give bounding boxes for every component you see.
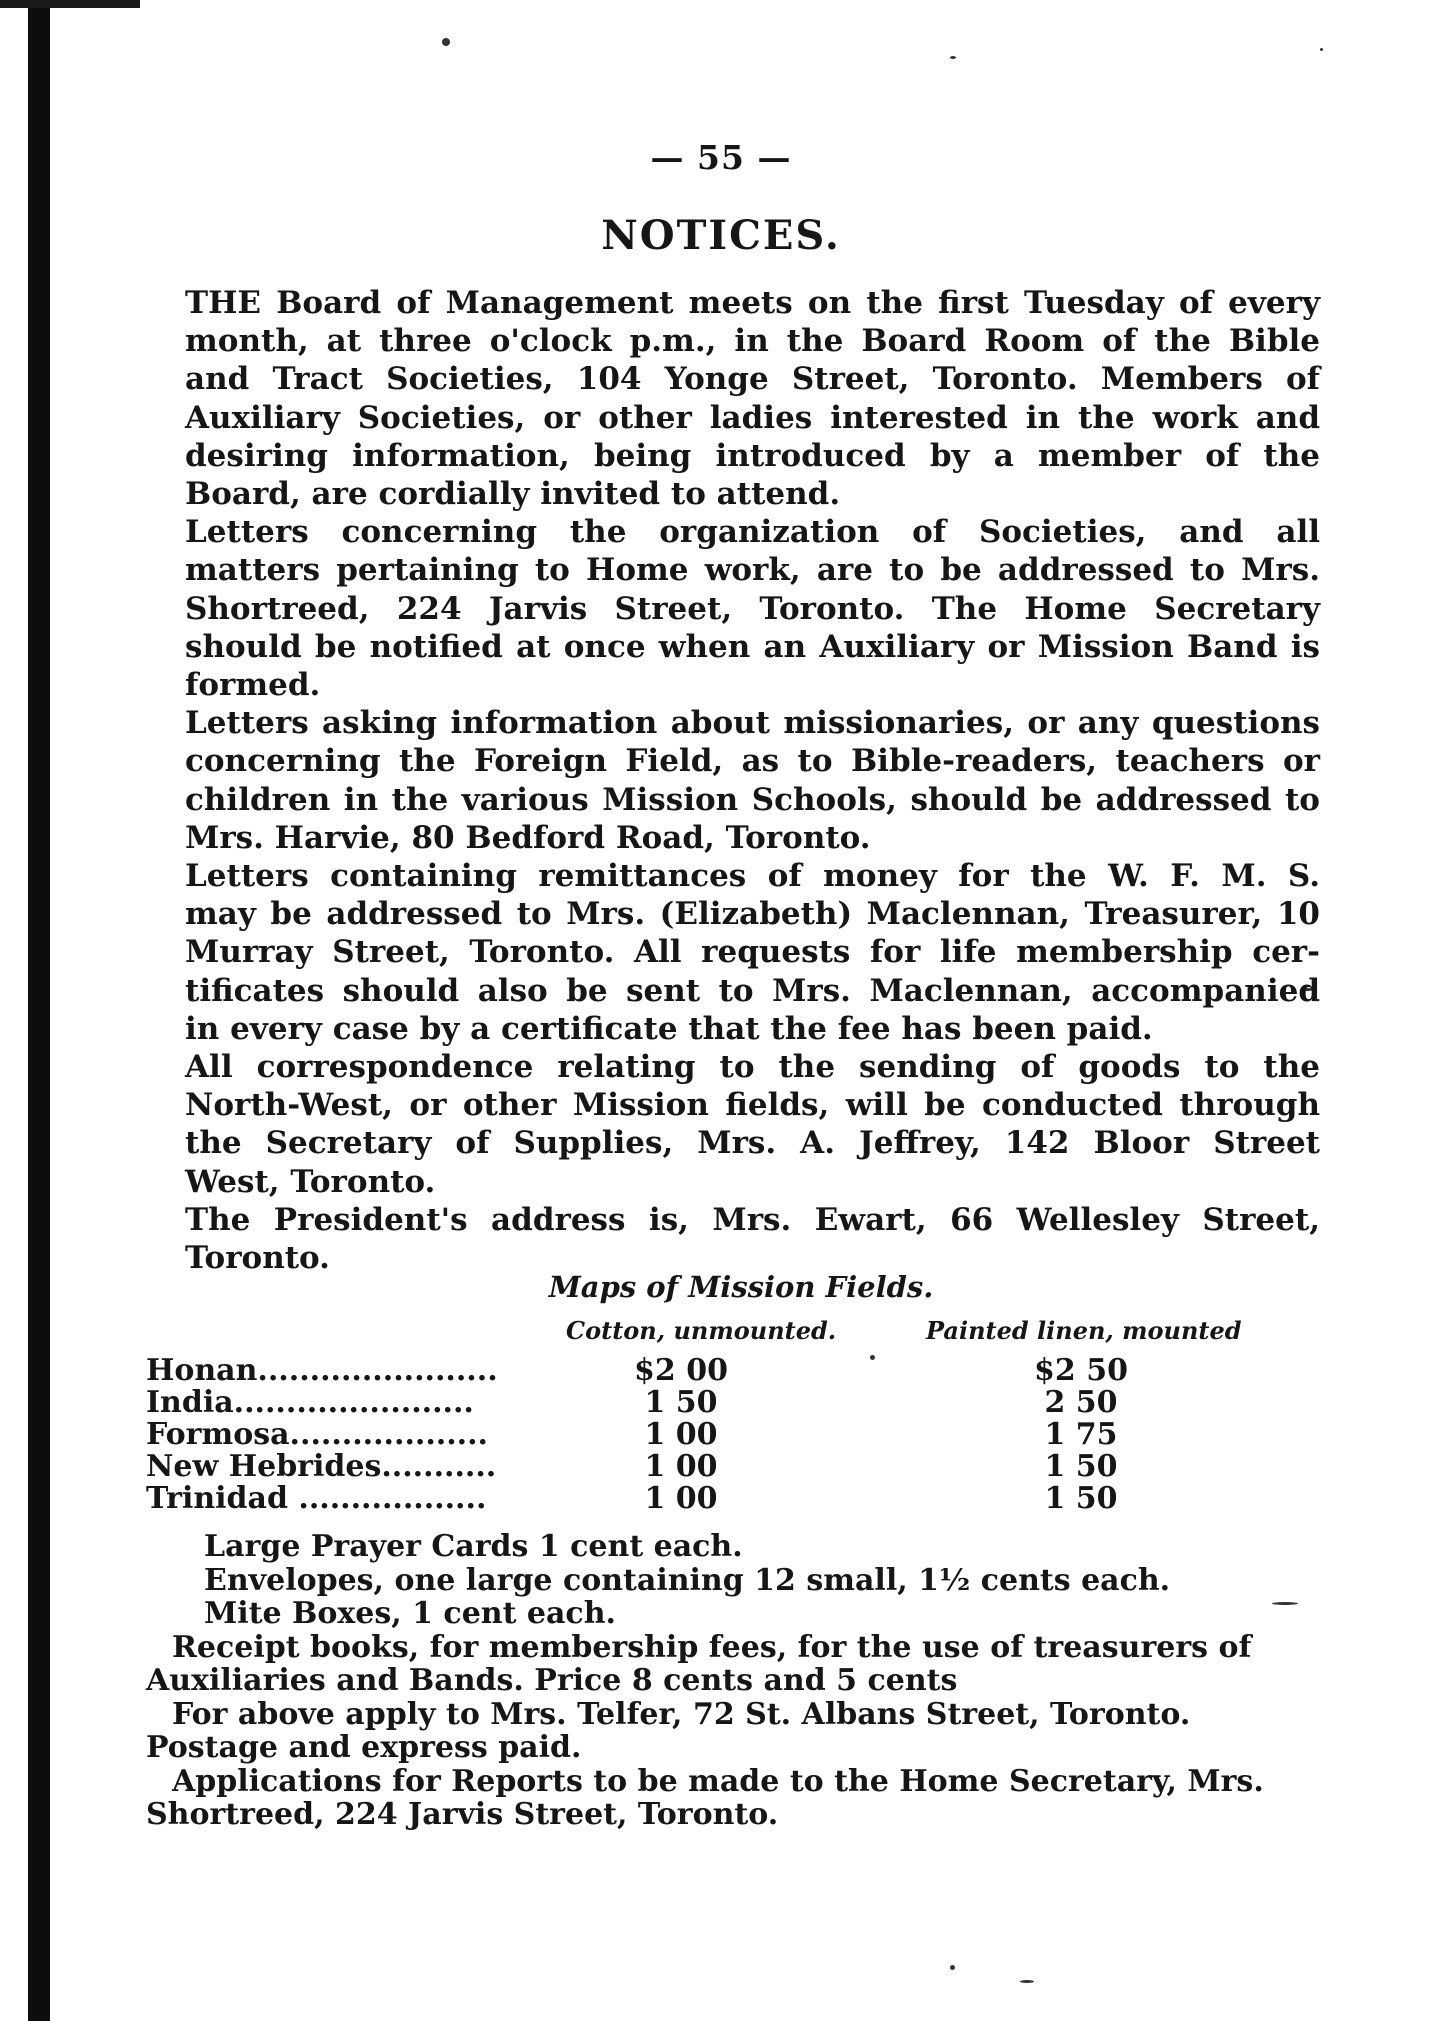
text-line: Murray Street, Toronto. All requests for life membership cer- xyxy=(185,934,1320,971)
receipt-books-note: Receipt books, for membership fees, for the use of treasurers of xyxy=(172,1629,1252,1665)
notices-body xyxy=(152,284,1320,1277)
paragraph-supplies xyxy=(152,1048,1320,1201)
text-line: should be notified at once when an Auxiliary or Mission Band is xyxy=(185,628,1320,665)
paragraph-board-meetings xyxy=(152,284,1320,513)
text-line: The President's address is, Mrs. Ewart, 66 Wellesley Street, xyxy=(185,1201,1320,1238)
text-line: formed. xyxy=(185,667,321,704)
linen-price: 1 50 xyxy=(1044,1481,1118,1516)
text-line: and Tract Societies, 104 Yonge Street, Toronto. Members of xyxy=(185,361,1320,398)
cotton-price: 1 00 xyxy=(644,1481,718,1516)
text-line: Mrs. Harvie, 80 Bedford Road, Toronto. xyxy=(185,819,871,856)
linen-price: $2 50 xyxy=(1034,1353,1128,1388)
paragraph-organization-letters xyxy=(152,513,1320,704)
page-title: NOTICES. xyxy=(601,212,841,259)
print-speck xyxy=(950,56,956,59)
text-line: the Secretary of Supplies, Mrs. A. Jeffrey, 142 Bloor Street xyxy=(185,1125,1320,1162)
paragraph-foreign-field xyxy=(152,704,1320,857)
map-name: Trinidad .................. xyxy=(146,1482,487,1516)
reports-note-cont: Shortreed, 224 Jarvis Street, Toronto. xyxy=(146,1797,779,1832)
column-header-cotton: Cotton, unmounted. xyxy=(566,1316,837,1345)
apply-note-cont: Postage and express paid. xyxy=(146,1730,582,1765)
mite-boxes-note: Mite Boxes, 1 cent each. xyxy=(204,1596,616,1631)
text-line: Letters containing remittances of money for the W. F. M. S. xyxy=(185,858,1320,895)
page-top-edge xyxy=(0,0,140,8)
text-line: North-West, or other Mission fields, will be conducted through xyxy=(185,1087,1320,1124)
paragraph-remittances xyxy=(152,857,1320,1048)
text-line: All correspondence relating to the sending of goods to the xyxy=(185,1049,1320,1086)
text-line: in every case by a certificate that the fee has been paid. xyxy=(185,1010,1153,1047)
print-speck xyxy=(870,1355,875,1360)
envelopes-note: Envelopes, one large containing 12 small, 1½ cents each. xyxy=(204,1562,1171,1598)
maps-section-title: Maps of Mission Fields. xyxy=(548,1270,934,1304)
linen-price: 1 75 xyxy=(1044,1417,1118,1452)
text-line: THE Board of Management meets on the first Tuesday of every xyxy=(185,285,1320,321)
cotton-price: $2 00 xyxy=(634,1353,728,1388)
cotton-price: 1 50 xyxy=(644,1385,718,1420)
cotton-price: 1 00 xyxy=(644,1417,718,1452)
text-line: may be addressed to Mrs. (Elizabeth) Maclennan, Treasurer, 10 xyxy=(185,896,1320,933)
print-speck xyxy=(950,1965,955,1970)
text-line: Auxiliary Societies, or other ladies interested in the work and xyxy=(185,399,1320,436)
text-line: desiring information, being introduced by a member of the xyxy=(185,437,1320,474)
page-binding-edge xyxy=(28,0,50,2021)
linen-price: 2 50 xyxy=(1044,1385,1118,1420)
cotton-price: 1 00 xyxy=(644,1449,718,1484)
receipt-books-note-cont: Auxiliaries and Bands. Price 8 cents and 5 cents xyxy=(146,1663,958,1698)
column-header-linen: Painted linen, mounted xyxy=(926,1316,1242,1345)
prayer-cards-note: Large Prayer Cards 1 cent each. xyxy=(204,1529,743,1564)
map-name: Formosa................... xyxy=(146,1418,488,1452)
page-number: — 55 — xyxy=(650,138,792,177)
text-line: tificates should also be sent to Mrs. Maclennan, accompanied xyxy=(185,972,1320,1009)
map-name: Honan....................... xyxy=(146,1354,498,1388)
print-speck xyxy=(1020,1980,1034,1983)
apply-note: For above apply to Mrs. Telfer, 72 St. Albans Street, Toronto. xyxy=(172,1696,1191,1732)
reports-note: Applications for Reports to be made to the Home Secretary, Mrs. xyxy=(172,1763,1264,1799)
print-speck xyxy=(1320,48,1323,51)
text-line: Toronto. xyxy=(185,1240,330,1277)
text-line: concerning the Foreign Field, as to Bible-readers, teachers or xyxy=(185,743,1320,780)
print-speck xyxy=(442,38,450,46)
text-line: West, Toronto. xyxy=(185,1163,436,1200)
supplies-notes xyxy=(146,1530,1326,1832)
map-name: New Hebrides........... xyxy=(146,1450,497,1484)
text-line: Shortreed, 224 Jarvis Street, Toronto. The Home Secretary xyxy=(185,590,1320,627)
text-line: Letters concerning the organization of Societies, and all xyxy=(185,514,1320,551)
text-line: month, at three o'clock p.m., in the Board Room of the Bible xyxy=(185,323,1320,360)
linen-price: 1 50 xyxy=(1044,1449,1118,1484)
paragraph-president-address xyxy=(152,1201,1320,1277)
text-line: children in the various Mission Schools, should be addressed to xyxy=(185,781,1320,818)
map-name: India....................... xyxy=(146,1386,474,1420)
text-line: Letters asking information about missionaries, or any questions xyxy=(185,705,1320,742)
text-line: matters pertaining to Home work, are to be addressed to Mrs. xyxy=(185,552,1320,589)
text-line: Board, are cordially invited to attend. xyxy=(185,476,841,513)
